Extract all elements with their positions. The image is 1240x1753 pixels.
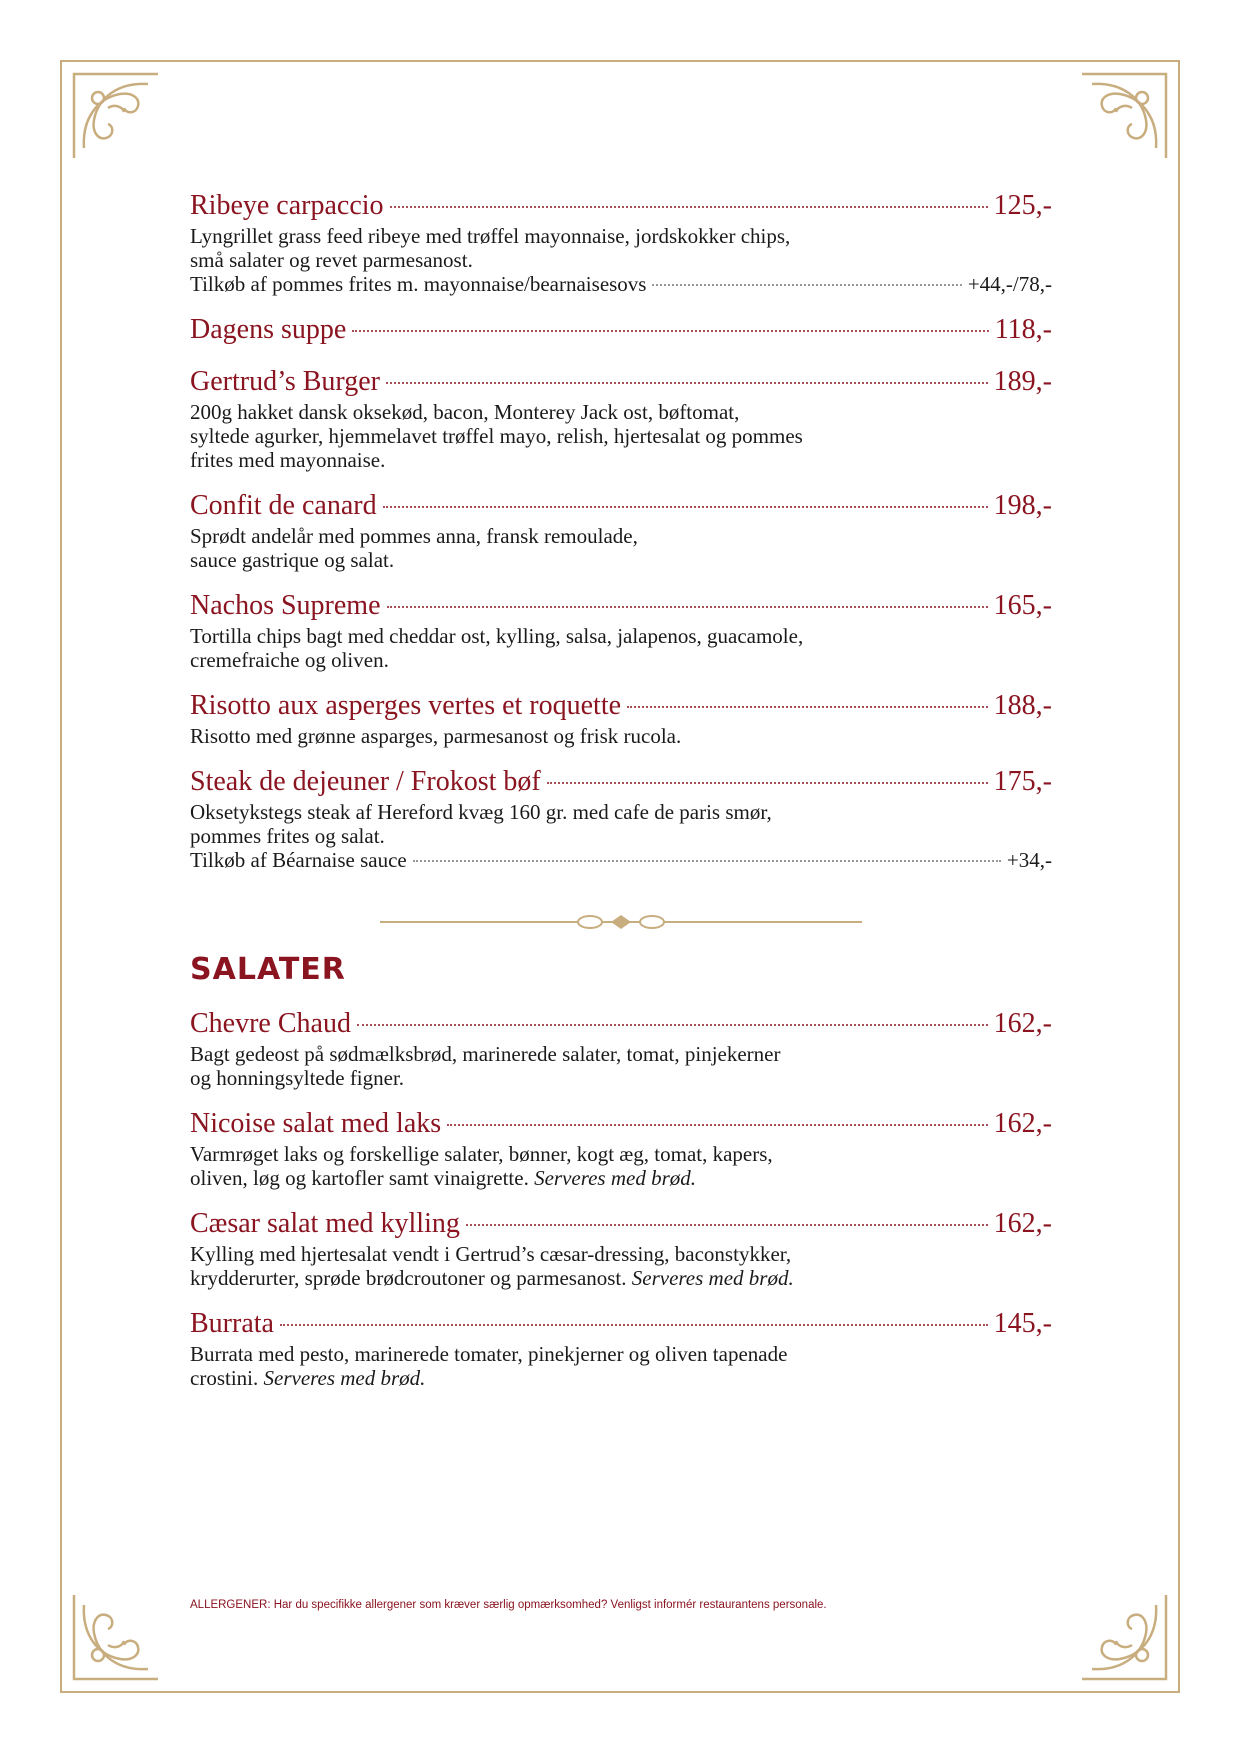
description-line	[190, 1166, 950, 1190]
section-title-salater: SALATER	[190, 952, 346, 987]
salads-list	[190, 1008, 1052, 1390]
corner-ornament-icon	[1076, 1589, 1172, 1685]
menu-item-name: Nachos Supreme	[190, 590, 381, 621]
dot-leader	[413, 860, 1001, 862]
description-line	[190, 800, 950, 824]
addon-text: Tilkøb af Béarnaise sauce	[190, 848, 407, 872]
section-divider	[190, 902, 1052, 942]
description-line	[190, 1142, 950, 1166]
dot-leader	[627, 706, 988, 708]
description-text: Burrata med pesto, marinerede tomater, pinekjerner og oliven tapenade	[190, 1342, 788, 1366]
menu-item-price: 198,-	[993, 490, 1052, 521]
menu-item-name: Nicoise salat med laks	[190, 1108, 442, 1139]
menu-item-price: 125,-	[993, 190, 1052, 221]
dot-leader	[387, 606, 988, 608]
menu-item	[190, 766, 1052, 872]
menu-item-name: Confit de canard	[190, 490, 377, 521]
menu-item-header	[190, 766, 1052, 800]
menu-item-header	[190, 190, 1052, 224]
description-text: pommes frites og salat.	[190, 824, 385, 848]
divider-ornament-icon	[190, 902, 1052, 942]
description-text: syltede agurker, hjemmelavet trøffel mayo, relish, hjertesalat og pommes	[190, 424, 803, 448]
dot-leader	[390, 206, 988, 208]
menu-item	[190, 190, 1052, 296]
description-text: Risotto med grønne asparges, parmesanost og frisk rucola.	[190, 724, 682, 748]
description-line	[190, 1366, 950, 1390]
description-line	[190, 648, 950, 672]
description-text: og honningsyltede figner.	[190, 1066, 405, 1090]
menu-item-header	[190, 690, 1052, 724]
menu-item	[190, 1308, 1052, 1390]
description-line	[190, 1066, 950, 1090]
corner-ornament-icon	[1076, 68, 1172, 164]
addon-price: +44,-/78,-	[967, 272, 1052, 296]
description-line	[190, 1242, 950, 1266]
description-line	[190, 548, 950, 572]
menu-item-header	[190, 366, 1052, 400]
description-text: crostini.	[190, 1366, 264, 1390]
menu-item-header	[190, 1108, 1052, 1142]
addon-price: +34,-	[1006, 848, 1052, 872]
menu-item-description	[190, 624, 950, 672]
description-line	[190, 224, 950, 248]
description-text: Varmrøget laks og forskellige salater, bønner, kogt æg, tomat, kapers,	[190, 1142, 773, 1166]
dot-leader	[466, 1224, 988, 1226]
menu-item-description	[190, 800, 950, 848]
description-line	[190, 400, 950, 424]
description-text: Sprødt andelår med pommes anna, fransk remoulade,	[190, 524, 638, 548]
menu-item-name: Steak de dejeuner / Frokost bøf	[190, 766, 541, 797]
menu-item-description	[190, 524, 950, 572]
menu-item	[190, 1208, 1052, 1290]
description-line	[190, 524, 950, 548]
description-text: oliven, løg og kartofler samt vinaigrette.	[190, 1166, 529, 1190]
menu-item-name: Cæsar salat med kylling	[190, 1208, 460, 1239]
menu-item-name: Gertrud’s Burger	[190, 366, 380, 397]
description-line	[190, 1042, 950, 1066]
menu-item-price: 165,-	[993, 590, 1052, 621]
menu-item-addon	[190, 848, 1052, 872]
dot-leader	[386, 382, 988, 384]
dot-leader	[352, 330, 988, 332]
dot-leader	[280, 1324, 988, 1326]
menu-item	[190, 490, 1052, 572]
description-line	[190, 724, 950, 748]
served-with-bread-note: Serveres med brød.	[631, 1266, 794, 1290]
menu-item-price: 162,-	[993, 1008, 1052, 1039]
menu-item-price: 162,-	[993, 1108, 1052, 1139]
dot-leader	[652, 284, 961, 286]
menu-item	[190, 366, 1052, 472]
menu-item-description	[190, 1042, 950, 1090]
menu-item-price: 175,-	[993, 766, 1052, 797]
description-text: sauce gastrique og salat.	[190, 548, 395, 572]
menu-item-price: 118,-	[994, 314, 1052, 345]
description-line	[190, 248, 950, 272]
menu-item-description	[190, 224, 950, 272]
served-with-bread-note: Serveres med brød.	[534, 1166, 697, 1190]
served-with-bread-note: Serveres med brød.	[263, 1366, 426, 1390]
description-line	[190, 424, 950, 448]
description-line	[190, 624, 950, 648]
menu-item-header	[190, 1208, 1052, 1242]
description-text: små salater og revet parmesanost.	[190, 248, 473, 272]
description-line	[190, 1266, 950, 1290]
description-text: Bagt gedeost på sødmælksbrød, marinerede salater, tomat, pinjekerner	[190, 1042, 781, 1066]
menu-item-description	[190, 1142, 950, 1190]
description-line	[190, 1342, 950, 1366]
menu-item-price: 145,-	[993, 1308, 1052, 1339]
menu-item-description	[190, 1242, 950, 1290]
dot-leader	[357, 1024, 988, 1026]
menu-item-name: Burrata	[190, 1308, 274, 1339]
menu-item	[190, 1008, 1052, 1090]
menu-item-description	[190, 400, 950, 472]
menu-item	[190, 314, 1052, 348]
corner-ornament-icon	[68, 68, 164, 164]
description-text: frites med mayonnaise.	[190, 448, 386, 472]
menu-item	[190, 1108, 1052, 1190]
menu-item-name: Ribeye carpaccio	[190, 190, 384, 221]
description-line	[190, 824, 950, 848]
dot-leader	[547, 782, 988, 784]
menu-item-price: 189,-	[993, 366, 1052, 397]
menu-item-header	[190, 1008, 1052, 1042]
main-dishes-list	[190, 190, 1052, 872]
menu-item	[190, 590, 1052, 672]
menu-item-header	[190, 314, 1052, 348]
menu-item-price: 162,-	[993, 1208, 1052, 1239]
allergen-note: ALLERGENER: Har du specifikke allergener som kræver særlig opmærksomhed? Venligst informér restaurantens personale.	[190, 1599, 827, 1611]
description-text: Lyngrillet grass feed ribeye med trøffel mayonnaise, jordskokker chips,	[190, 224, 791, 248]
menu-content	[190, 190, 1052, 1408]
addon-text: Tilkøb af pommes frites m. mayonnaise/bearnaisesovs	[190, 272, 647, 296]
menu-item-price: 188,-	[993, 690, 1052, 721]
menu-item-description	[190, 1342, 950, 1390]
menu-item-name: Dagens suppe	[190, 314, 347, 345]
description-text: Kylling med hjertesalat vendt i Gertrud’s cæsar-dressing, baconstykker,	[190, 1242, 792, 1266]
description-text: Oksetykstegs steak af Hereford kvæg 160 gr. med cafe de paris smør,	[190, 800, 772, 824]
corner-ornament-icon	[68, 1589, 164, 1685]
description-line	[190, 448, 950, 472]
dot-leader	[447, 1124, 988, 1126]
menu-item-addon	[190, 272, 1052, 296]
menu-item-header	[190, 490, 1052, 524]
description-text: Tortilla chips bagt med cheddar ost, kylling, salsa, jalapenos, guacamole,	[190, 624, 804, 648]
description-text: krydderurter, sprøde brødcroutoner og parmesanost.	[190, 1266, 627, 1290]
menu-item	[190, 690, 1052, 748]
description-text: cremefraiche og oliven.	[190, 648, 389, 672]
menu-item-description	[190, 724, 950, 748]
menu-item-header	[190, 590, 1052, 624]
menu-item-header	[190, 1308, 1052, 1342]
description-text: 200g hakket dansk oksekød, bacon, Monterey Jack ost, bøftomat,	[190, 400, 740, 424]
menu-item-name: Risotto aux asperges vertes et roquette	[190, 690, 622, 721]
dot-leader	[383, 506, 988, 508]
menu-item-name: Chevre Chaud	[190, 1008, 351, 1039]
